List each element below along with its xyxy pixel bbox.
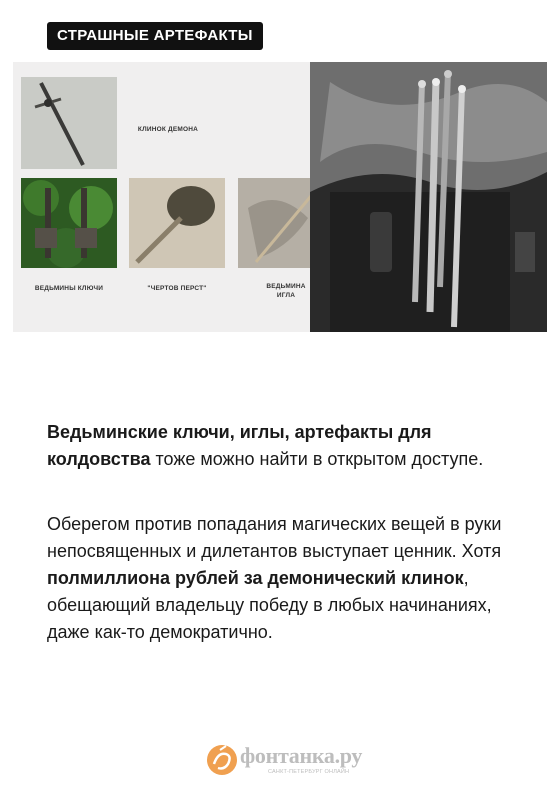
artifacts-on-fur-photo (310, 62, 547, 332)
paragraph-intro-rest: тоже можно найти в открытом доступе. (150, 449, 484, 469)
caption-keys: ВЕДЬМИНЫ КЛЮЧИ (34, 285, 104, 292)
demon-blade-photo (21, 77, 117, 169)
paragraph-price (47, 511, 517, 646)
caption-finger: "ЧЕРТОВ ПЕРСТ" (147, 285, 207, 292)
fontanka-logo (204, 742, 364, 782)
artifacts-collage (13, 62, 547, 332)
devils-finger-photo (129, 178, 225, 268)
paragraph-price-bold: полмиллиона рублей за демонический клинок (47, 568, 464, 588)
caption-needle-line2: ИГЛА (276, 292, 296, 299)
witch-keys-photo (21, 178, 117, 268)
paragraph-price-part2: , обещающий владельцу победу в любых начинаниях, даже как-то демократично. (47, 568, 492, 642)
section-tag: СТРАШНЫЕ АРТЕФАКТЫ (47, 22, 263, 50)
paragraph-intro (47, 419, 527, 473)
fontanka-logo-icon (204, 742, 244, 782)
caption-blade: КЛИНОК ДЕМОНА (137, 126, 199, 133)
caption-needle-line1: ВЕДЬМИНА (266, 283, 306, 290)
paragraph-intro-bold: Ведьминские ключи, иглы, артефакты для колдовства (47, 422, 432, 469)
logo-text: фонтанка.ру (240, 743, 363, 768)
paragraph-price-part1: Оберегом против попадания магических вещей в руки непосвященных и дилетантов выступает ценник. Хотя (47, 514, 502, 561)
logo-subtitle: САНКТ-ПЕТЕРБУРГ ОНЛАЙН (268, 769, 350, 775)
